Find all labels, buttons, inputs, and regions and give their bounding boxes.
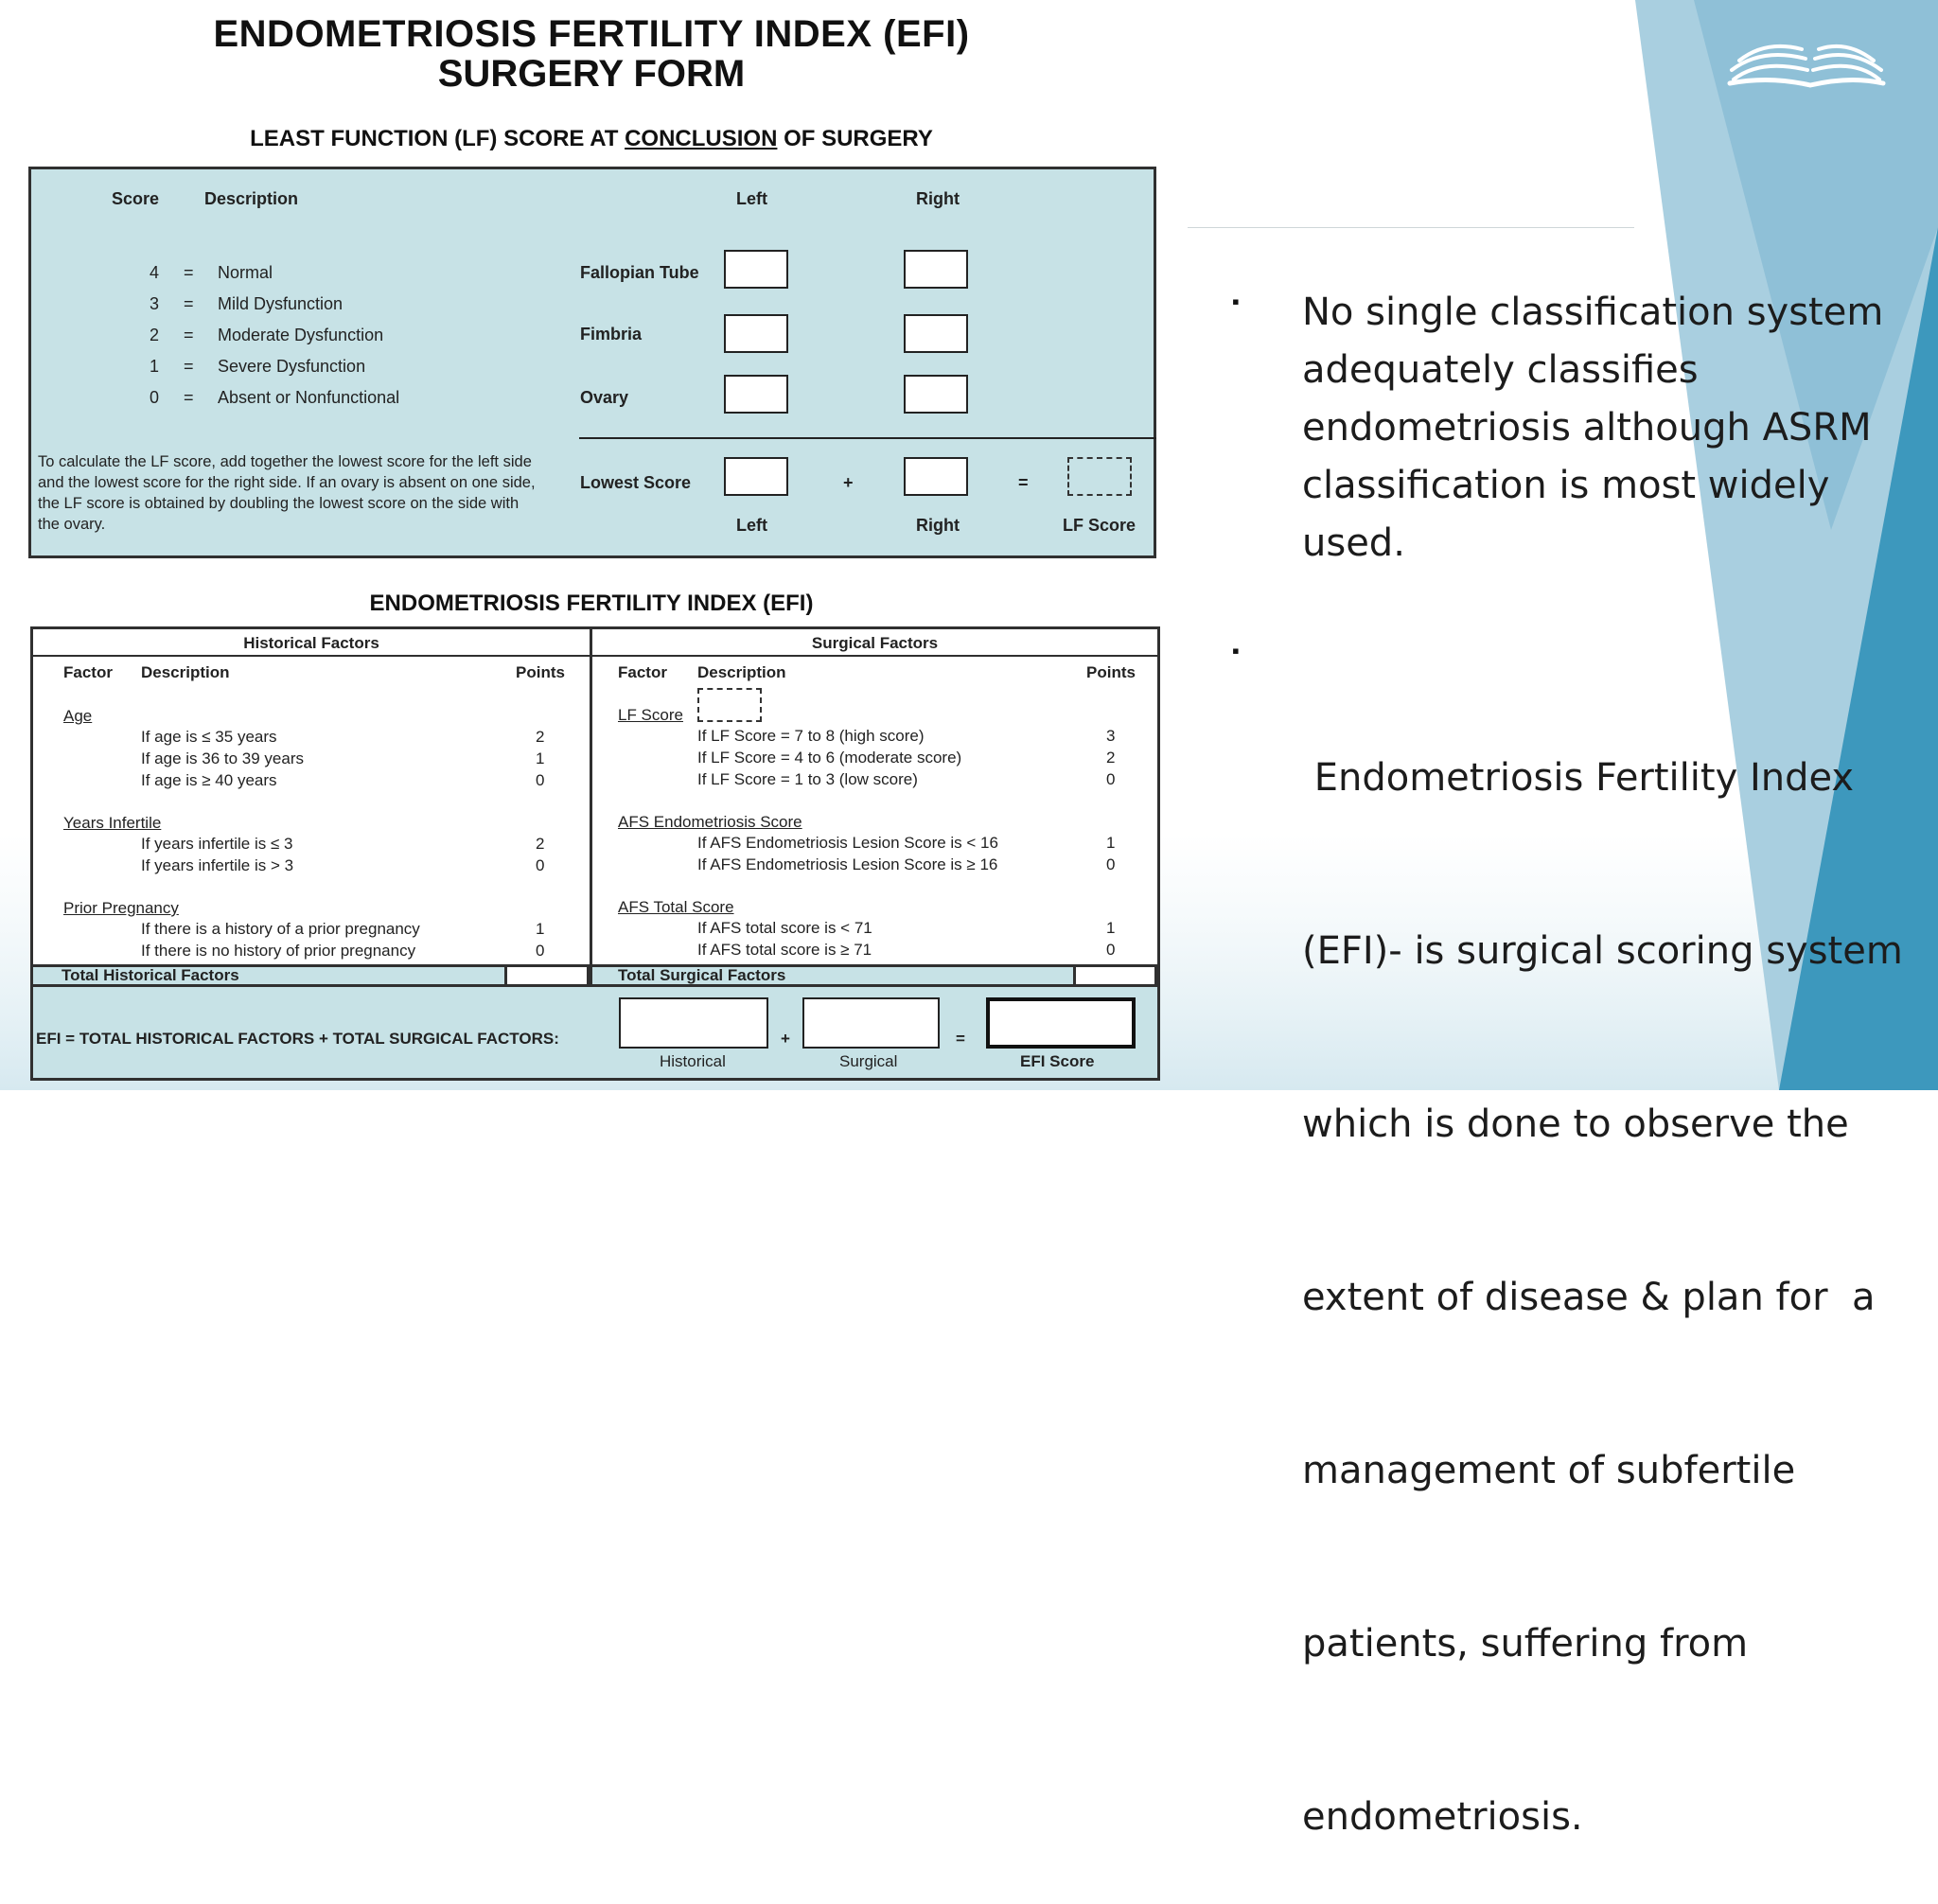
lf-col-description: Description bbox=[204, 189, 299, 208]
hist-points: 1 bbox=[536, 920, 545, 938]
hist-row: If age is ≥ 40 years bbox=[141, 771, 277, 789]
hist-row: If age is 36 to 39 years bbox=[141, 749, 304, 767]
lf-col-right: Right bbox=[916, 189, 960, 208]
lf-heading-part2: OF SURGERY bbox=[777, 126, 933, 151]
surg-factor-afs-total: AFS Total Score bbox=[618, 898, 734, 916]
surg-row: If LF Score = 7 to 8 (high score) bbox=[697, 727, 925, 745]
bullet-paragraph-2 bbox=[1302, 634, 1936, 1904]
ovary-left-box[interactable] bbox=[724, 375, 788, 414]
efi-score-box[interactable] bbox=[986, 997, 1136, 1049]
surg-col-factor: Factor bbox=[618, 663, 667, 681]
total-historical-label: Total Historical Factors bbox=[62, 966, 239, 984]
scale-description: Absent or Nonfunctional bbox=[218, 388, 400, 407]
efi-surgical-box[interactable] bbox=[802, 997, 940, 1049]
lf-score-box[interactable] bbox=[1067, 457, 1132, 496]
hist-points: 2 bbox=[536, 835, 545, 853]
surgical-header: Surgical Factors bbox=[811, 634, 939, 652]
efi-equals: = bbox=[956, 1030, 965, 1048]
efi-heading: ENDOMETRIOSIS FERTILITY INDEX (EFI) bbox=[369, 591, 814, 616]
scale-description: Severe Dysfunction bbox=[218, 357, 366, 376]
efi-plus: + bbox=[781, 1030, 790, 1048]
total-surgical-box[interactable] bbox=[1073, 964, 1157, 987]
scale-equals: = bbox=[184, 263, 194, 282]
table-column-divider bbox=[590, 629, 592, 987]
structure-fallopian-tube: Fallopian Tube bbox=[580, 263, 699, 282]
form-title-line2: SURGERY FORM bbox=[437, 53, 746, 95]
bullet-2-line: extent of disease & plan for a bbox=[1302, 1276, 1876, 1319]
hist-factor-age: Age bbox=[63, 707, 93, 725]
bullet-2-line: (EFI)- is surgical scoring system bbox=[1302, 929, 1903, 973]
surg-points: 3 bbox=[1106, 727, 1116, 745]
lf-instructions: To calculate the LF score, add together the lowest score for the left side and the lowest score for the right side. If an ovary is absent on one side, the LF score is obtained by doubling the lowest score on the side with the ovary. bbox=[38, 453, 536, 533]
surg-points: 0 bbox=[1106, 770, 1116, 788]
scale-equals: = bbox=[184, 294, 194, 313]
bullet-2-line: management of subfertile bbox=[1302, 1449, 1796, 1492]
lf-heading bbox=[142, 126, 1041, 152]
bullet-2-line: Endometriosis Fertility Index bbox=[1302, 756, 1855, 800]
scale-description: Normal bbox=[218, 263, 273, 282]
hist-row: If years infertile is > 3 bbox=[141, 856, 294, 874]
header-divider bbox=[1188, 227, 1634, 228]
surg-points: 1 bbox=[1106, 834, 1116, 852]
bullet-1-line: adequately classifies bbox=[1302, 348, 1699, 392]
fallopian-right-box[interactable] bbox=[904, 250, 968, 289]
hist-points: 1 bbox=[536, 749, 545, 767]
form-title-line1: ENDOMETRIOSIS FERTILITY INDEX (EFI) bbox=[213, 13, 970, 55]
fimbria-right-box[interactable] bbox=[904, 314, 968, 353]
lf-heading-part1: LEAST FUNCTION (LF) SCORE AT bbox=[250, 126, 625, 151]
hist-row: If there is a history of a prior pregnancy bbox=[141, 920, 420, 938]
surg-points: 1 bbox=[1106, 919, 1116, 937]
efi-formula: EFI = TOTAL HISTORICAL FACTORS + TOTAL SURGICAL FACTORS: bbox=[36, 1030, 559, 1048]
scale-score: 1 bbox=[150, 357, 160, 376]
lf-heading-underlined: CONCLUSION bbox=[625, 126, 778, 151]
hist-row: If age is ≤ 35 years bbox=[141, 728, 277, 746]
hist-points: 2 bbox=[536, 728, 545, 746]
historical-header: Historical Factors bbox=[243, 634, 379, 652]
bullet-1-line: No single classification system bbox=[1302, 291, 1884, 334]
surg-row: If AFS total score is ≥ 71 bbox=[697, 941, 872, 959]
hist-row: If there is no history of prior pregnancy bbox=[141, 942, 416, 960]
fallopian-left-box[interactable] bbox=[724, 250, 788, 289]
bullet-1-line: classification is most widely bbox=[1302, 464, 1830, 507]
efi-historical-box[interactable] bbox=[619, 997, 768, 1049]
structure-fimbria: Fimbria bbox=[580, 325, 643, 344]
structure-ovary: Ovary bbox=[580, 388, 629, 407]
efi-score-label: EFI Score bbox=[1020, 1052, 1095, 1070]
scale-score: 3 bbox=[150, 294, 160, 313]
lf-col-left: Left bbox=[736, 189, 767, 208]
surg-row: If AFS total score is < 71 bbox=[697, 919, 872, 937]
surg-factor-lf-score: LF Score bbox=[618, 706, 683, 724]
surg-points: 2 bbox=[1106, 749, 1116, 767]
lowest-right-box[interactable] bbox=[904, 457, 968, 496]
scale-description: Moderate Dysfunction bbox=[218, 326, 384, 344]
lf-bottom-right: Right bbox=[916, 516, 960, 535]
hist-col-factor: Factor bbox=[63, 663, 113, 681]
efi-historical-label: Historical bbox=[660, 1052, 726, 1070]
lowest-left-box[interactable] bbox=[724, 457, 788, 496]
bullet-1-line: used. bbox=[1302, 521, 1405, 565]
lf-bottom-left: Left bbox=[736, 516, 767, 535]
bullet-marker-icon: ▪ bbox=[1232, 639, 1240, 662]
scale-description: Mild Dysfunction bbox=[218, 294, 344, 313]
hist-col-description: Description bbox=[141, 663, 230, 681]
total-historical-box[interactable] bbox=[504, 964, 590, 987]
hist-col-points: Points bbox=[516, 663, 565, 681]
surg-col-description: Description bbox=[697, 663, 786, 681]
lowest-score-label: Lowest Score bbox=[580, 473, 692, 492]
scale-equals: = bbox=[184, 357, 194, 376]
scale-score: 0 bbox=[150, 388, 160, 407]
bullet-paragraph-1 bbox=[1302, 284, 1927, 573]
scale-equals: = bbox=[184, 326, 194, 344]
hist-row: If years infertile is ≤ 3 bbox=[141, 835, 293, 853]
surg-points: 0 bbox=[1106, 855, 1116, 873]
surg-row: If AFS Endometriosis Lesion Score is < 16 bbox=[697, 834, 998, 852]
lf-equals: = bbox=[1018, 473, 1029, 492]
efi-surgical-label: Surgical bbox=[839, 1052, 898, 1070]
table-header-divider bbox=[33, 655, 1157, 657]
surg-row: If LF Score = 4 to 6 (moderate score) bbox=[697, 749, 962, 767]
hist-points: 0 bbox=[536, 942, 545, 960]
surg-points: 0 bbox=[1106, 941, 1116, 959]
surg-col-points: Points bbox=[1086, 663, 1136, 681]
hist-points: 0 bbox=[536, 856, 545, 874]
ovary-right-box[interactable] bbox=[904, 375, 968, 414]
bullet-marker-icon: ▪ bbox=[1232, 290, 1240, 313]
total-surgical-label: Total Surgical Factors bbox=[618, 966, 786, 984]
bullet-2-line: endometriosis. bbox=[1302, 1795, 1583, 1839]
scale-equals: = bbox=[184, 388, 194, 407]
surg-row: If AFS Endometriosis Lesion Score is ≥ 16 bbox=[697, 855, 998, 873]
efi-lf-score-box[interactable] bbox=[697, 688, 762, 722]
lf-bottom-lf-score: LF Score bbox=[1063, 516, 1136, 535]
lf-divider bbox=[579, 437, 1156, 439]
bullet-2-line: which is done to observe the bbox=[1302, 1102, 1849, 1146]
scale-score: 4 bbox=[150, 263, 160, 282]
hist-factor-prior-pregnancy: Prior Pregnancy bbox=[63, 899, 179, 917]
hist-points: 0 bbox=[536, 771, 545, 789]
lf-plus: + bbox=[843, 473, 854, 492]
bullet-2-line: patients, suffering from bbox=[1302, 1622, 1749, 1666]
bullet-1-line: endometriosis although ASRM bbox=[1302, 406, 1872, 450]
scale-score: 2 bbox=[150, 326, 160, 344]
surg-row: If LF Score = 1 to 3 (low score) bbox=[697, 770, 918, 788]
lf-col-score: Score bbox=[112, 189, 160, 208]
hist-factor-years-infertile: Years Infertile bbox=[63, 814, 162, 832]
surg-factor-afs-endometriosis: AFS Endometriosis Score bbox=[618, 813, 802, 831]
fimbria-left-box[interactable] bbox=[724, 314, 788, 353]
